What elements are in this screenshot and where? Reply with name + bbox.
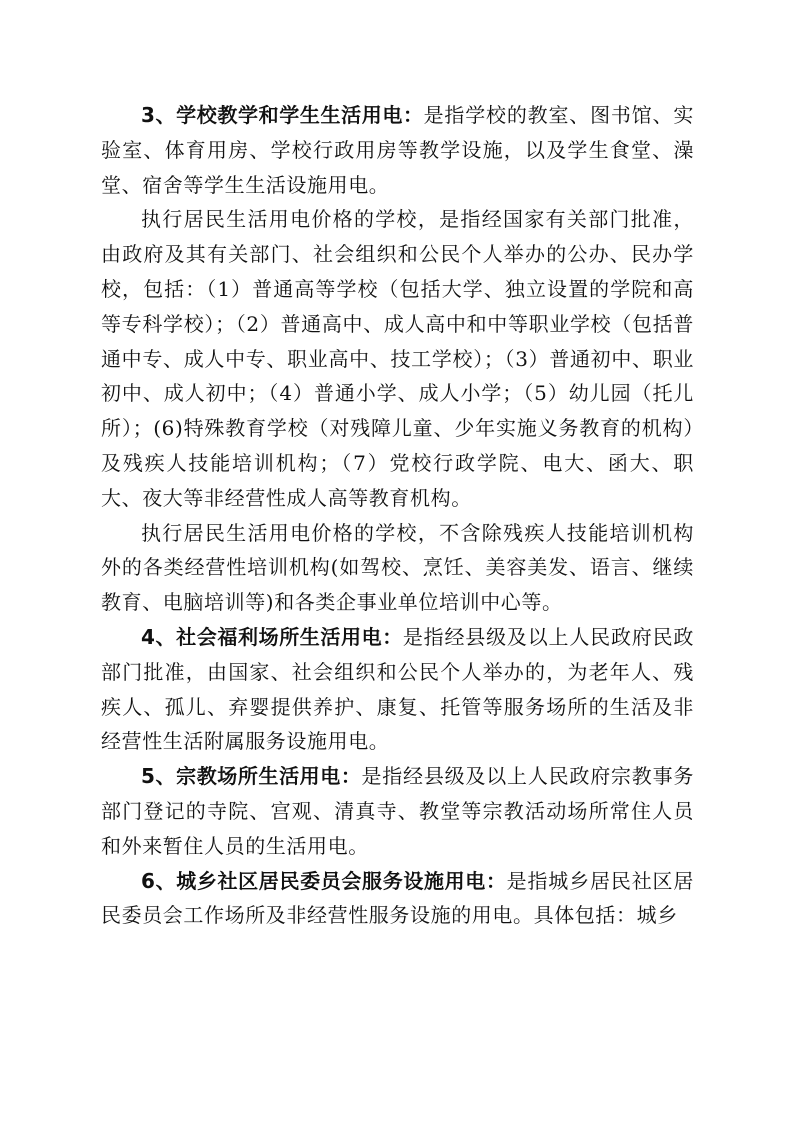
paragraph-text: 是指经县级及以上人民政府宗教事务部门登记的寺院、宫观、清真寺、教堂等宗教活动场所常住人员和外来暂住人员的生活用电。 (101, 764, 694, 858)
paragraph-text: 是指经县级及以上人民政府民政部门批准，由国家、社会组织和公民个人举办的，为老年人、残疾人、孤儿、弃婴提供养护、康复、托管等服务场所的生活及非经营性生活附属服务设施用电。 (101, 624, 694, 754)
section-heading-5: 5、宗教场所生活用电： (141, 764, 362, 789)
paragraph-text: 执行居民生活用电价格的学校，是指经国家有关部门批准，由政府及其有关部门、社会组织和公民个人举办的公办、民办学校，包括：（1）普通高等学校（包括大学、独立设置的学院和高等专科学校）；（2）普通高中、成人高中和中等职业学校（包括普通中专、成人中专、职业高中、技工学校）；（3）普通初中、职业初中、成人初中；（4）普通小学、成人小学；（5）幼儿园（托儿所）；(6)特殊教育学校（对残障儿童、少年实施义务教育的机构）及残疾人技能培训机构；（7）党校行政学院、电大、函大、职大、夜大等非经营性成人高等教育机构。 (101, 207, 694, 510)
section-heading-3: 3、学校教学和学生生活用电： (141, 103, 424, 127)
paragraph-text: 是指学校的教室、图书馆、实验室、体育用房、学校行政用房等教学设施，以及学生食堂、澡堂、宿舍等学生生活设施用电。 (101, 103, 694, 197)
paragraph-school-electricity (101, 98, 694, 202)
document-body (101, 98, 694, 933)
paragraph-religious-electricity (101, 759, 694, 863)
paragraph-school-exclusions (101, 516, 694, 620)
paragraph-text: 执行居民生活用电价格的学校，不含除残疾人技能培训机构外的各类经营性培训机构(如驾校、烹饪、美容美发、语言、继续教育、电脑培训等)和各类企事业单位培训中心等。 (101, 520, 694, 615)
paragraph-text: 是指城乡居民社区居民委员会工作场所及非经营性服务设施的用电。具体包括：城乡 (101, 868, 694, 928)
section-heading-4: 4、社会福利场所生活用电： (141, 624, 403, 649)
paragraph-welfare-electricity (101, 620, 694, 759)
paragraph-community-electricity (101, 864, 694, 934)
section-heading-6: 6、城乡社区居民委员会服务设施用电： (141, 868, 507, 893)
paragraph-school-definition (101, 202, 694, 515)
